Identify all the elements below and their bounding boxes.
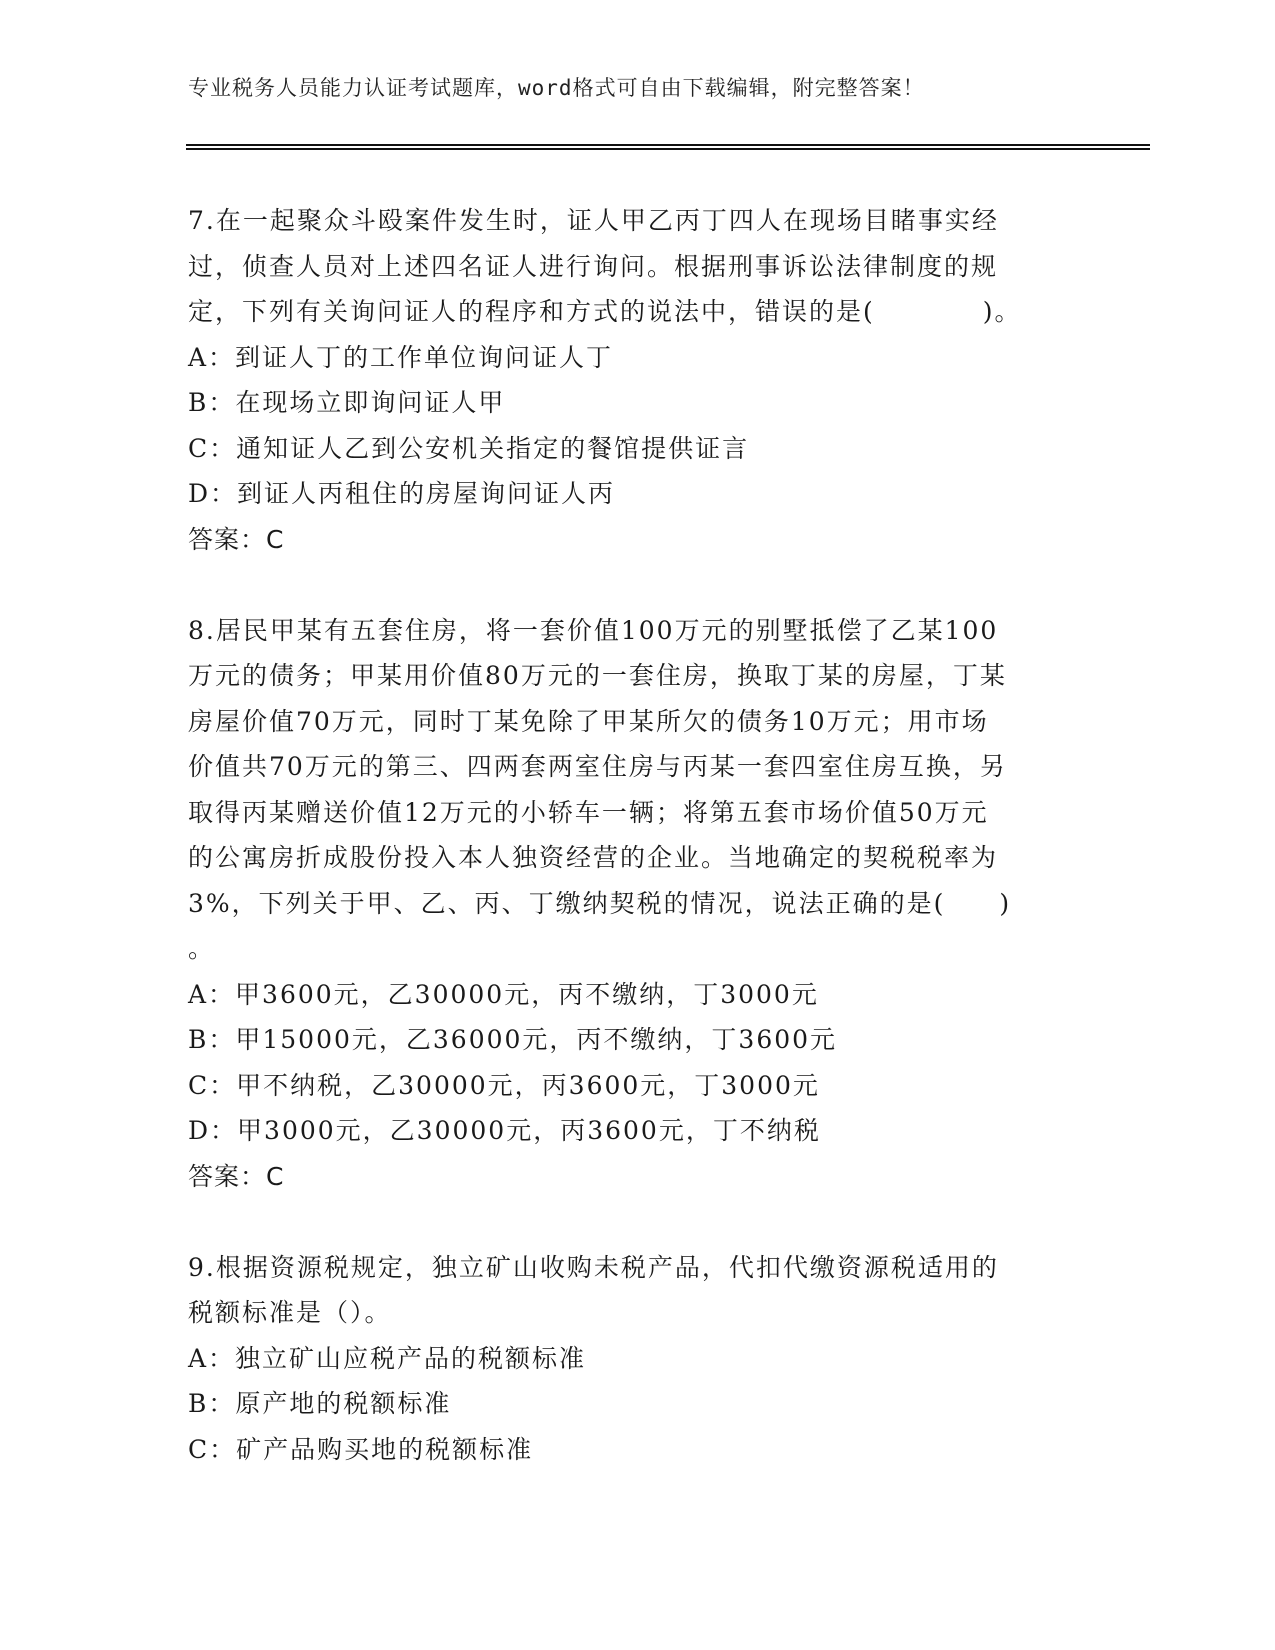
answer: 答案：C <box>188 524 285 554</box>
question-stem-line: 8.居民甲某有五套住房，将一套价值100万元的别墅抵偿了乙某100 <box>188 615 999 645</box>
option-a: A：独立矿山应税产品的税额标准 <box>188 1343 587 1373</box>
spacer <box>188 1199 1078 1245</box>
question-stem-line: 过，侦查人员对上述四名证人进行询问。根据刑事诉讼法律制度的规 <box>188 251 999 281</box>
question-stem-line: 。 <box>188 934 216 963</box>
option-c: C：矿产品购买地的税额标准 <box>188 1434 534 1464</box>
option-b: B：在现场立即询问证人甲 <box>188 388 506 417</box>
header-rule-top <box>186 144 1150 146</box>
question-stem-line: 价值共70万元的第三、四两套两室住房与丙某一套四室住房互换，另 <box>188 752 1007 781</box>
question-stem-line: 3%，下列关于甲、乙、丙、丁缴纳契税的情况，说法正确的是( ) <box>188 888 1012 918</box>
question-stem-line: 万元的债务；甲某用价值80万元的一套住房，换取丁某的房屋，丁某 <box>188 661 1007 690</box>
question-8 <box>188 608 1078 1200</box>
question-9 <box>188 1245 1078 1473</box>
option-b: B：原产地的税额标准 <box>188 1389 452 1418</box>
question-7 <box>188 198 1078 562</box>
option-c: C：甲不纳税，乙30000元，丙3600元，丁3000元 <box>188 1070 820 1100</box>
option-d: D：甲3000元，乙30000元，丙3600元，丁不纳税 <box>188 1116 821 1145</box>
page-header: 专业税务人员能力认证考试题库，word格式可自由下载编辑，附完整答案！ <box>188 76 925 100</box>
question-stem-line: 7.在一起聚众斗殴案件发生时，证人甲乙丙丁四人在现场目睹事实经 <box>188 206 999 235</box>
option-c: C：通知证人乙到公安机关指定的餐馆提供证言 <box>188 433 750 463</box>
question-stem-line: 定，下列有关询问证人的程序和方式的说法中，错误的是( )。 <box>188 297 1022 326</box>
option-b: B：甲15000元，乙36000元，丙不缴纳，丁3600元 <box>188 1025 838 1054</box>
question-stem-line: 税额标准是（）。 <box>188 1298 392 1327</box>
question-stem-line: 9.根据资源税规定，独立矿山收购未税产品，代扣代缴资源税适用的 <box>188 1252 999 1282</box>
question-stem-line: 取得丙某赠送价值12万元的小轿车一辆；将第五套市场价值50万元 <box>188 797 989 827</box>
document-body <box>188 198 1078 1472</box>
question-stem-line: 房屋价值70万元，同时丁某免除了甲某所欠的债务10万元；用市场 <box>188 706 989 736</box>
option-a: A：到证人丁的工作单位询问证人丁 <box>188 342 614 372</box>
option-d: D：到证人丙租住的房屋询问证人丙 <box>188 479 616 508</box>
header-rule-bottom <box>186 148 1150 150</box>
spacer <box>188 562 1078 608</box>
option-a: A：甲3600元，乙30000元，丙不缴纳，丁3000元 <box>188 979 819 1009</box>
answer: 答案：C <box>188 1161 285 1191</box>
question-stem-line: 的公寓房折成股份投入本人独资经营的企业。当地确定的契税税率为 <box>188 843 999 872</box>
